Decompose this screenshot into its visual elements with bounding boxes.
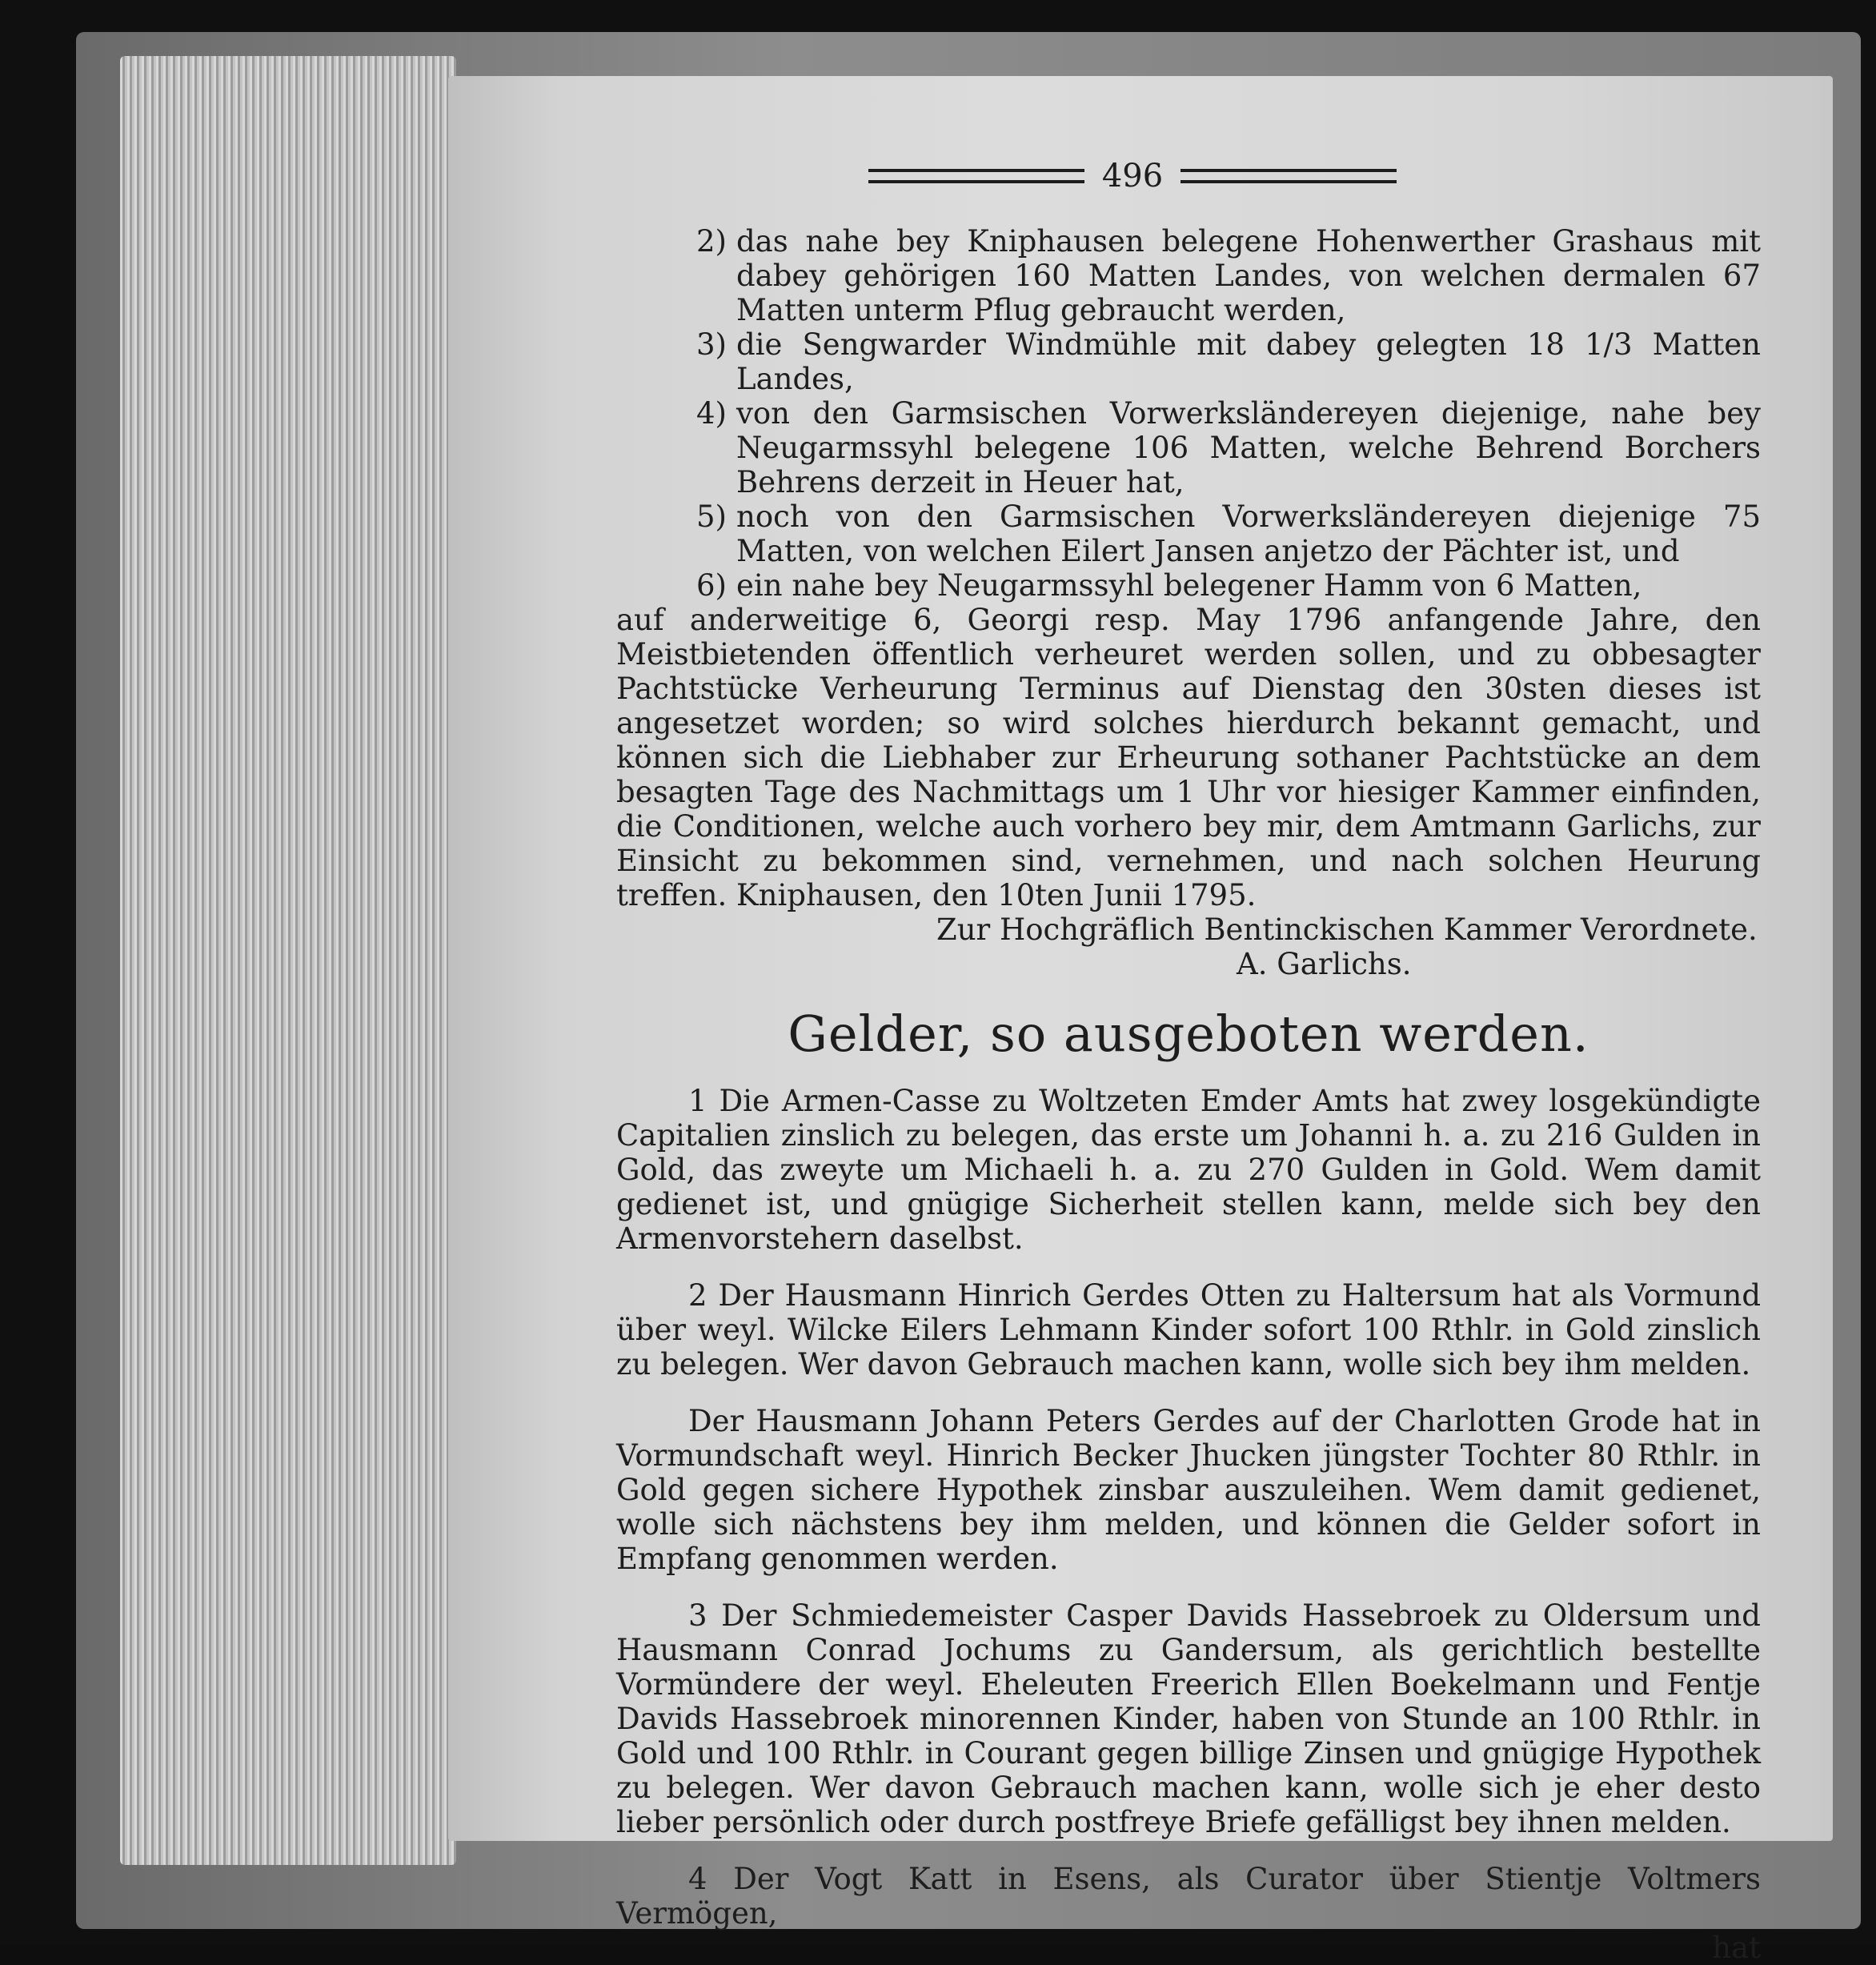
paragraph-gap (616, 1382, 1761, 1404)
header-rule-left (868, 169, 1084, 183)
list-item-number: 5) (696, 499, 727, 534)
list-item-number: 6) (696, 568, 727, 603)
paragraph-gap (616, 1839, 1761, 1862)
page-header (616, 152, 1761, 200)
list-item-number: 2) (696, 224, 727, 259)
list-item (616, 499, 1761, 568)
notice-paragraph: Der Hausmann Johann Peters Gerdes auf der Charlotten Grode hat in Vormundschaft weyl. Hinrich Becker Jhucken jüngster Tochter 80 Rthlr. in Gold gegen sichere Hypothek zinsbar auszuleihen. Wem damit gedienet, wolle sich nächstens bey ihm melden, und können die Gelder sofort in Empfang genommen werden. (616, 1404, 1761, 1576)
list-item-text: noch von den Garmsischen Vorwerksländereyen diejenige 75 Matten, von welchen Eilert Jansen anjetzo der Pächter ist, und (736, 499, 1761, 568)
section-title: Gelder, so ausgeboten werden. (788, 1005, 1589, 1063)
list-item-text: die Sengwarder Windmühle mit dabey gelegten 18 1/3 Matten Landes, (736, 327, 1761, 396)
list-item (616, 224, 1761, 327)
list-item-number: 4) (696, 396, 727, 431)
paragraph-gap (616, 1256, 1761, 1278)
notice-paragraph: 3 Der Schmiedemeister Casper Davids Hassebroek zu Oldersum und Hausmann Conrad Jochums zu Gandersum, als gerichtlich bestellte Vormündere der weyl. Eheleuten Freerich Ellen Boekelmann und Fentje Davids Hassebroek minorennen Kinder, haben von Stunde an 100 Rthlr. in Gold und 100 Rthlr. in Courant gegen billige Zinsen und gnügige Hypothek zu belegen. Wer davon Gebrauch machen kann, wolle sich je eher desto lieber persönlich oder durch postfreye Briefe gefälligst bey ihnen melden. (616, 1598, 1761, 1839)
notice-paragraph: 2 Der Hausmann Hinrich Gerdes Otten zu Haltersum hat als Vormund über weyl. Wilcke Eilers Lehmann Kinder sofort 100 Rthlr. in Gold zinslich zu belegen. Wer davon Gebrauch machen kann, wolle sich bey ihm melden. (616, 1278, 1761, 1382)
list-item (616, 327, 1761, 396)
signature-name: A. Garlichs. (1237, 947, 1412, 981)
list-item-number: 3) (696, 327, 727, 362)
page-number: 496 (1101, 157, 1164, 194)
list-item-text: ein nahe bey Neugarmssyhl belegener Hamm von 6 Matten, (736, 568, 1642, 603)
header-rule-right (1181, 169, 1397, 183)
signature-office: Zur Hochgräflich Bentinckischen Kammer Verordnete. (936, 912, 1758, 947)
paragraph-gap (616, 1576, 1761, 1598)
list-item (616, 396, 1761, 499)
list-item-text: das nahe bey Kniphausen belegene Hohenwerther Grashaus mit dabey gehörigen 160 Matten Landes, von welchen dermalen 67 Matten unterm Pflug gebraucht werden, (736, 224, 1761, 327)
catchword: hat (1712, 1931, 1761, 1965)
list-item (616, 568, 1761, 603)
list-item-text: von den Garmsischen Vorwerksländereyen diejenige, nahe bey Neugarmssyhl belegene 106 Matten, welche Behrend Borchers Behrens derzeit in Heuer hat, (736, 396, 1761, 499)
notice-paragraph: 4 Der Vogt Katt in Esens, als Curator über Stientje Voltmers Vermögen, (616, 1862, 1761, 1931)
continuation-paragraph: auf anderweitige 6, Georgi resp. May 1796 anfangende Jahre, den Meistbietenden öffentlich verheuret werden sollen, und zu obbesagter Pachtstücke Verheurung Terminus auf Dienstag den 30sten dieses ist angesetzet worden; so wird solches hierdurch bekannt gemacht, und können sich die Liebhaber zur Erheurung sothaner Pachtstücke an dem besagten Tage des Nachmittags um 1 Uhr vor hiesiger Kammer einfinden, die Conditionen, welche auch vorhero bey mir, dem Amtmann Garlichs, zur Einsicht zu bekommen sind, vernehmen, und nach solchen Heurung treffen. Kniphausen, den 10ten Junii 1795. (616, 603, 1761, 912)
page-edges (120, 56, 456, 1865)
page-text (616, 152, 1761, 1965)
notice-paragraph: 1 Die Armen-Casse zu Woltzeten Emder Amts hat zwey losgekündigte Capitalien zinslich zu belegen, das erste um Johanni h. a. zu 216 Gulden in Gold, das zweyte um Michaeli h. a. zu 270 Gulden in Gold. Wem damit gedienet ist, und gnügige Sicherheit stellen kann, melde sich bey den Armenvorstehern daselbst. (616, 1084, 1761, 1256)
